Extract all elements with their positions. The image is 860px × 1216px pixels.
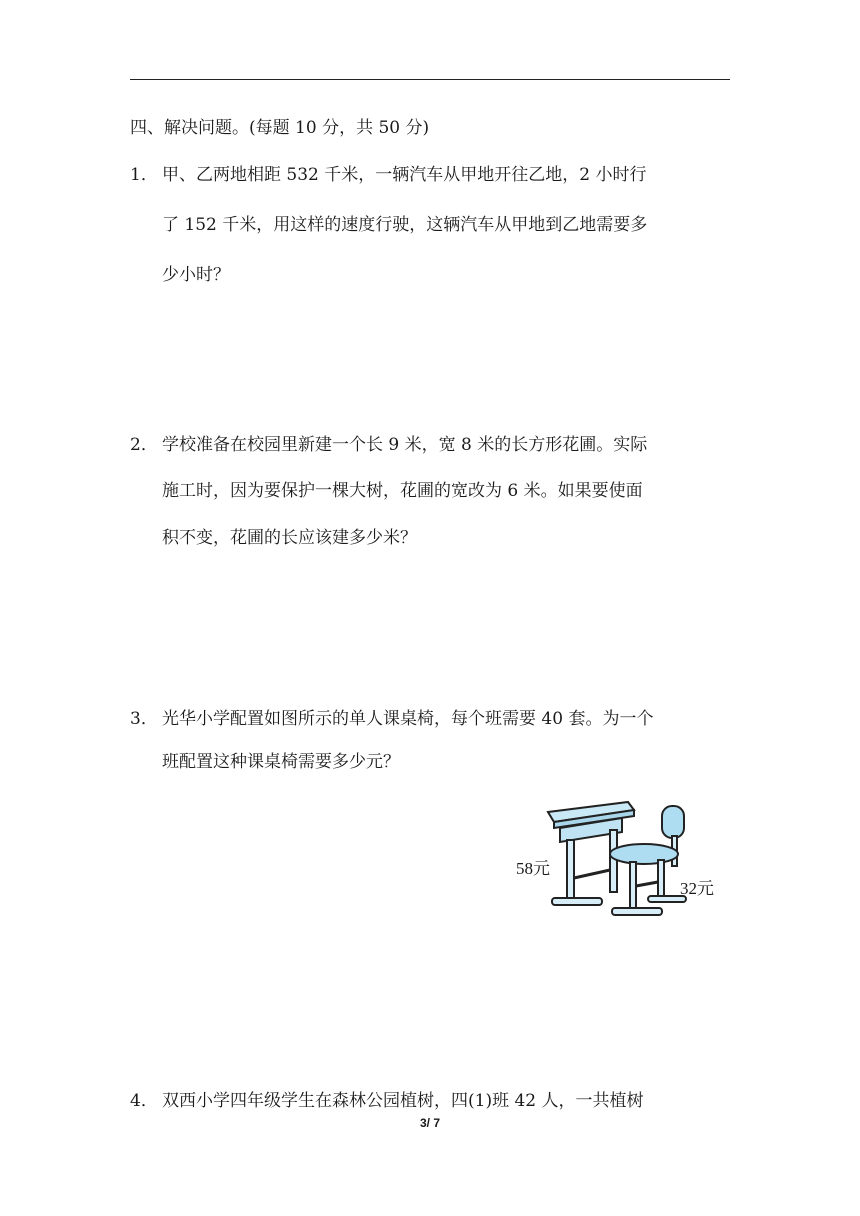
question-number: 4．	[130, 1091, 158, 1111]
question-number: 3．	[130, 709, 158, 729]
question-text-line: 班配置这种课桌椅需要多少元？	[162, 752, 400, 772]
question-text-line: 双西小学四年级学生在森林公园植树，四(1)班 42 人，一共植树	[162, 1091, 644, 1111]
desk-chair-illustration	[512, 798, 732, 928]
desk-price-label: 58元	[516, 859, 550, 878]
chair-price-label: 32元	[680, 879, 714, 898]
chair-seat	[610, 844, 678, 864]
chair-back	[662, 806, 684, 838]
chair-leg-left	[630, 862, 636, 908]
question-text-line: 了 152 千米，用这样的速度行驶，这辆汽车从甲地到乙地需要多	[162, 215, 648, 235]
chair-crossbar	[636, 882, 658, 886]
header-rule	[130, 79, 730, 80]
question-text-line: 施工时，因为要保护一棵大树，花圃的宽改为 6 米。如果要使面	[162, 481, 643, 501]
chair-foot-front	[612, 908, 662, 915]
question-text-line: 积不变，花圃的长应该建多少米？	[162, 528, 417, 548]
desk-leg-right	[610, 830, 617, 892]
section-heading: 四、解决问题。(每题 10 分，共 50 分)	[130, 118, 430, 138]
desk-leg-left	[567, 840, 574, 900]
desk-crossbar	[574, 870, 610, 878]
question-text-line: 学校准备在校园里新建一个长 9 米，宽 8 米的长方形花圃。实际	[162, 435, 648, 455]
question-text-line: 甲、乙两地相距 532 千米，一辆汽车从甲地开往乙地，2 小时行	[162, 165, 647, 185]
page-number: 3/ 7	[419, 1116, 440, 1130]
question-text-line: 少小时？	[162, 265, 230, 285]
desk-foot	[552, 898, 602, 905]
question-text-line: 光华小学配置如图所示的单人课桌椅，每个班需要 40 套。为一个	[162, 709, 654, 729]
question-number: 1．	[130, 165, 158, 185]
chair-leg-right	[658, 860, 664, 898]
question-number: 2．	[130, 435, 158, 455]
